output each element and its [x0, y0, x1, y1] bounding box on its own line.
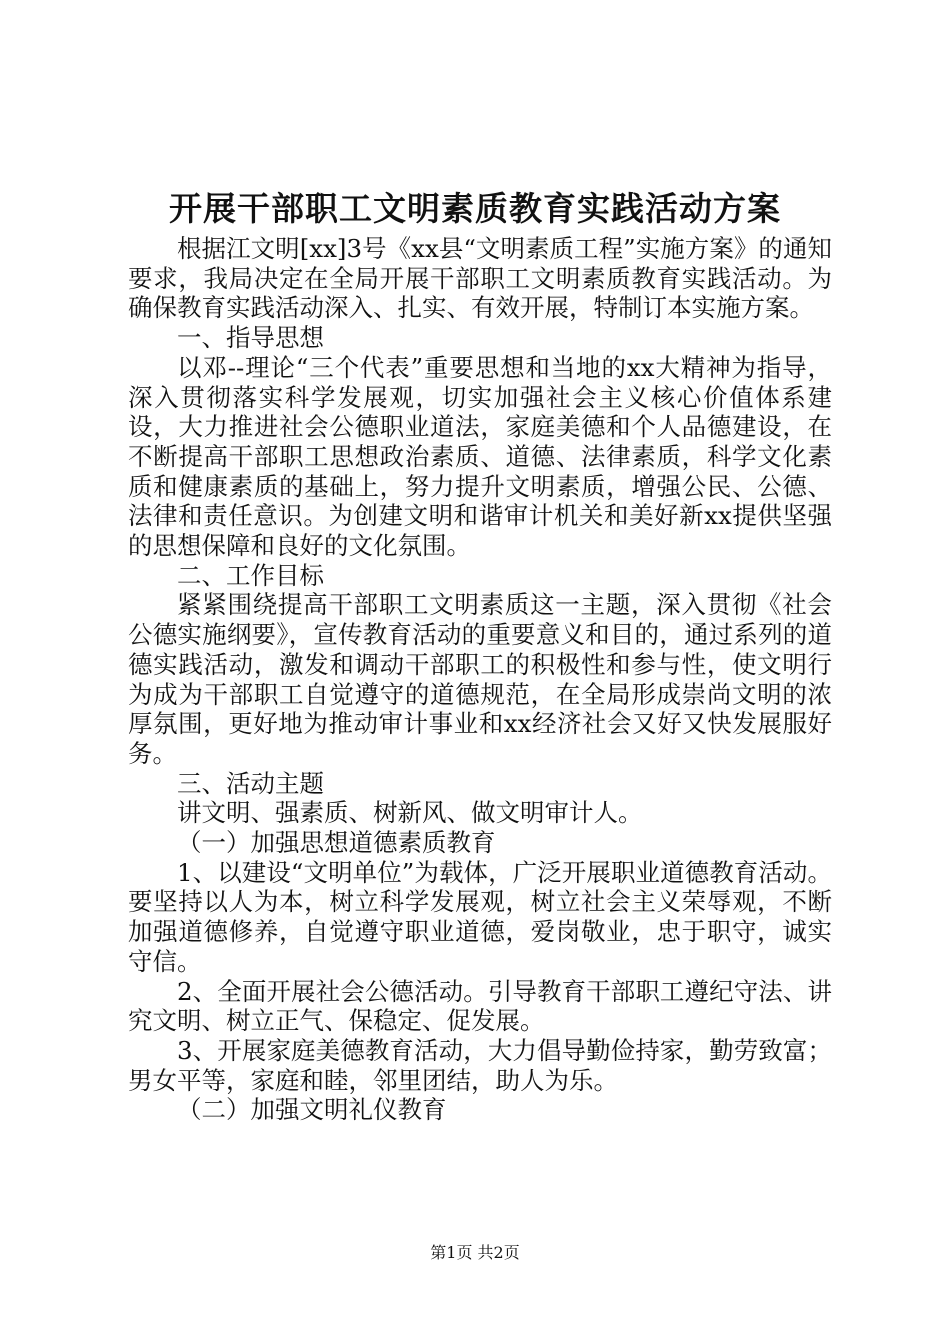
guiding-ideology-paragraph: 以邓--理论“三个代表”重要思想和当地的xx大精神为指导，深入贯彻落实科学发展观，切实加强社会主义核心价值体系建设，大力推进社会公德职业道法，家庭美德和个人品德建设，在不断提高干部职工思想政治素质、道德、法律素质，科学文化素质和健康素质的基础上，努力提升文明素质，增强公民、公德、法律和责任意识。为创建文明和谐审计机关和美好新xx提供坚强的思想保障和良好的文化氛围。 [128, 352, 832, 561]
moral-education-item-3: 3、开展家庭美德教育活动，大力倡导勤俭持家，勤劳致富；男女平等，家庭和睦，邻里团结，助人为乐。 [128, 1035, 832, 1095]
work-goals-paragraph: 紧紧围绕提高干部职工文明素质这一主题，深入贯彻《社会公德实施纲要》，宣传教育活动的重要意义和目的，通过系列的道德实践活动，激发和调动干部职工的积极性和参与性，使文明行为成为干部职工自觉遵守的道德规范，在全局形成崇尚文明的浓厚氛围，更好地为推动审计事业和xx经济社会又好又快发展服好务。 [128, 590, 832, 768]
intro-paragraph: 根据江文明[xx]3号《xx县“文明素质工程”实施方案》的通知要求，我局决定在全局开展干部职工文明素质教育实践活动。为确保教育实践活动深入、扎实、有效开展，特制订本实施方案。 [128, 234, 832, 323]
section-heading-guiding-ideology: 一、指导思想 [177, 323, 324, 353]
section-heading-work-goals: 二、工作目标 [177, 560, 324, 590]
document-title: 开展干部职工文明素质教育实践活动方案 [169, 189, 781, 228]
page-footer: 第1页 共2页 [430, 1243, 520, 1262]
subsection-heading-moral-education: （一）加强思想道德素质教育 [177, 828, 496, 858]
subsection-heading-etiquette-education: （二）加强文明礼仪教育 [177, 1095, 447, 1125]
moral-education-item-1: 1、以建设“文明单位”为载体，广泛开展职业道德教育活动。要坚持以人为本，树立科学发展观，树立社会主义荣辱观，不断加强道德修养，自觉遵守职业道德，爱岗敬业，忠于职守，诚实守信。 [128, 857, 832, 976]
activity-theme-paragraph: 讲文明、强素质、树新风、做文明审计人。 [177, 798, 643, 828]
moral-education-item-2: 2、全面开展社会公德活动。引导教育干部职工遵纪守法、讲究文明、树立正气、保稳定、促发展。 [128, 976, 832, 1036]
section-heading-activity-theme: 三、活动主题 [177, 768, 324, 798]
document-body [128, 234, 832, 1125]
